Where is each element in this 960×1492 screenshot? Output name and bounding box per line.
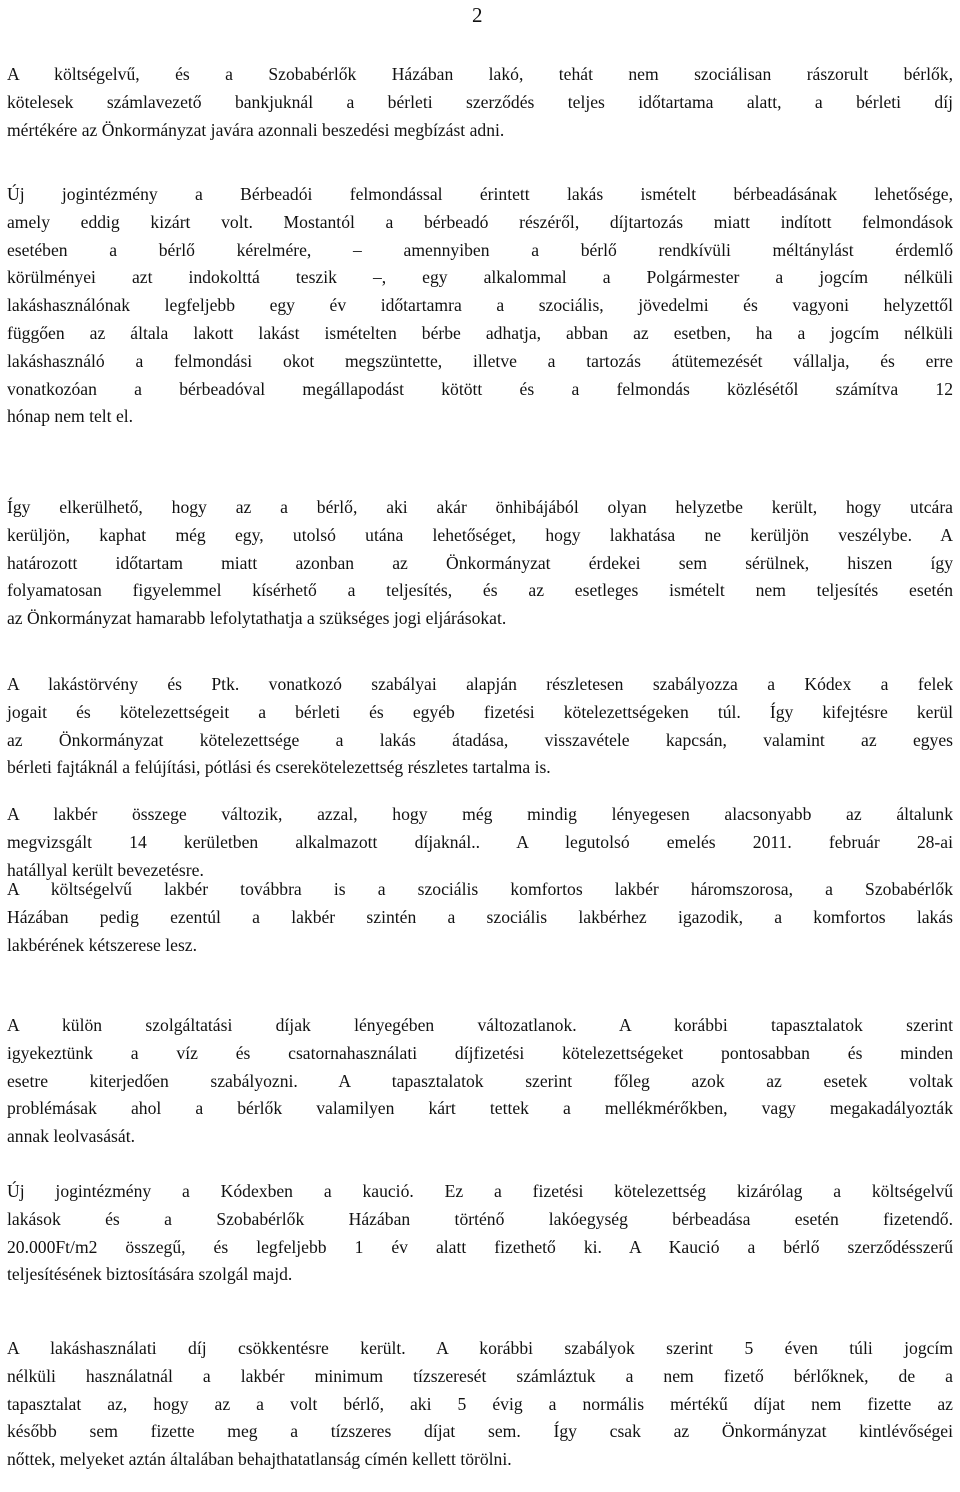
text-line: 20.000Ft/m2 összegű, és legfeljebb 1 év alatt fizethető ki. A Kaució a bérlő szerződésszerű xyxy=(7,1236,953,1257)
text-line: A lakbér összege változik, azzal, hogy még mindig lényegesen alacsonyabb az általunk xyxy=(7,804,953,824)
paragraph xyxy=(7,494,953,633)
paragraph xyxy=(7,1178,953,1289)
text-line: lakások és a Szobabérlők Házában történő lakóegység bérbeadása esetén fizetendő. xyxy=(7,1208,953,1229)
text-line: esetében a bérlő kérelmére, – amennyiben a bérlő rendkívüli méltánylást érdemlő xyxy=(7,239,953,260)
text-line: A lakáshasználati díj csökkentésre került. A korábbi szabályok szerint 5 éven túli jogcím xyxy=(7,1338,953,1358)
text-line: A külön szolgáltatási díjak lényegében változatlanok. A korábbi tapasztalatok szerint xyxy=(7,1015,953,1035)
text-line: lakáshasználó a felmondási okot megszüntette, illetve a tartozás átütemezését vállalja, és erre xyxy=(7,350,953,371)
text-line: határozott időtartam miatt azonban az Önkormányzat érdekei sem sérülnek, hiszen így xyxy=(7,552,953,573)
text-line: nélküli használatnál a lakbér minimum tízszeresét számláztuk a nem fizető bérlőknek, de a xyxy=(7,1365,953,1386)
text-line: kötelesek számlavezető bankjuknál a bérleti szerződés teljes időtartama alatt, a bérleti díj xyxy=(7,91,953,112)
paragraph xyxy=(7,876,953,959)
text-line: hatállyal került bevezetésre. xyxy=(7,859,204,880)
text-line: bérleti fajtáknál a felújítási, pótlási és cserekötelezettség részletes tartalma is. xyxy=(7,757,551,778)
paragraph xyxy=(7,801,953,884)
text-line: vonatkozóan a bérbeadóval megállapodást kötött és a felmondás közlésétől számítva 12 xyxy=(7,378,953,399)
text-line: teljesítésének biztosítására szolgál majd. xyxy=(7,1264,293,1285)
text-line: körülményei azt indokolttá teszik –, egy alkalommal a Polgármester a jogcím nélküli xyxy=(7,267,953,288)
text-line: lakáshasználónak legfeljebb egy év időtartamra a szociális, jövedelmi és vagyoni helyzettől xyxy=(7,295,953,316)
text-line: kerüljön, kaphat még egy, utolsó utána lehetőséget, hogy lakhatása ne kerüljön veszélybe. A xyxy=(7,524,953,545)
text-line: mértékére az Önkormányzat javára azonnali beszedési megbízást adni. xyxy=(7,119,505,140)
paragraph xyxy=(7,671,953,782)
paragraph xyxy=(7,61,953,144)
paragraph xyxy=(7,1335,953,1474)
text-line: Így elkerülhető, hogy az a bérlő, aki akár önhibájából olyan helyzetbe került, hogy utcára xyxy=(7,497,953,517)
text-line: hónap nem telt el. xyxy=(7,406,134,427)
text-line: A lakástörvény és Ptk. vonatkozó szabályai alapján részletesen szabályozza a Kódex a felek xyxy=(7,674,953,694)
text-line: esetre kiterjedően szabályozni. A tapasztalatok szerint főleg azok az esetek voltak xyxy=(7,1070,953,1091)
text-line: A költségelvű lakbér továbbra is a szociális komfortos lakbér háromszorosa, a Szobabérlők xyxy=(7,879,953,899)
text-line: később sem fizette meg a tízszeres díjat sem. Így csak az Önkormányzat kintlévőségei xyxy=(7,1421,953,1442)
text-line: lakbérének kétszerese lesz. xyxy=(7,934,198,955)
text-line: Új jogintézmény a Kódexben a kaució. Ez a fizetési kötelezettség kizárólag a költségelvű xyxy=(7,1181,953,1201)
page-number: 2 xyxy=(472,3,483,27)
text-line: A költségelvű, és a Szobabérlők Házában lakó, tehát nem szociálisan rászorult bérlők, xyxy=(7,64,953,84)
text-line: jogait és kötelezettségeit a bérleti és egyéb fizetési kötelezettségeken túl. Így kifejtésre kerül xyxy=(7,701,953,722)
text-line: Házában pedig ezentúl a lakbér szintén a szociális lakbérhez igazodik, a komfortos lakás xyxy=(7,906,953,927)
text-line: megvizsgált 14 kerületben alkalmazott díjaknál.. A legutolsó emelés 2011. február 28-ai xyxy=(7,831,953,852)
text-line: függően az általa lakott lakást ismételten bérbe adhatja, abban az esetben, ha a jogcím nélküli xyxy=(7,322,953,343)
text-line: problémásak ahol a bérlők valamilyen kárt tettek a mellékmérőkben, vagy megakadályozták xyxy=(7,1098,953,1119)
text-line: igyekeztünk a víz és csatornahasználati díjfizetési kötelezettségeket pontosabban és minden xyxy=(7,1042,953,1063)
paragraph xyxy=(7,181,953,431)
text-line: tapasztalat az, hogy az a volt bérlő, aki 5 évig a normális mértékű díjat nem fizette az xyxy=(7,1393,953,1414)
text-line: folyamatosan figyelemmel kísérhető a teljesítés, és az esetleges ismételt nem teljesítés esetén xyxy=(7,580,953,601)
text-line: Új jogintézmény a Bérbeadói felmondással érintett lakás ismételt bérbeadásának lehetősége, xyxy=(7,184,953,204)
text-line: amely eddig kizárt volt. Mostantól a bérbeadó részéről, díjtartozás miatt indított felmondások xyxy=(7,211,953,232)
text-line: az Önkormányzat hamarabb lefolytathatja a szükséges jogi eljárásokat. xyxy=(7,608,507,629)
paragraph xyxy=(7,1012,953,1151)
text-line: az Önkormányzat kötelezettsége a lakás átadása, visszavétele kapcsán, valamint az egyes xyxy=(7,729,953,750)
text-line: nőttek, melyeket aztán általában behajthatatlanság címén kellett törölni. xyxy=(7,1449,512,1470)
text-line: annak leolvasását. xyxy=(7,1126,135,1147)
